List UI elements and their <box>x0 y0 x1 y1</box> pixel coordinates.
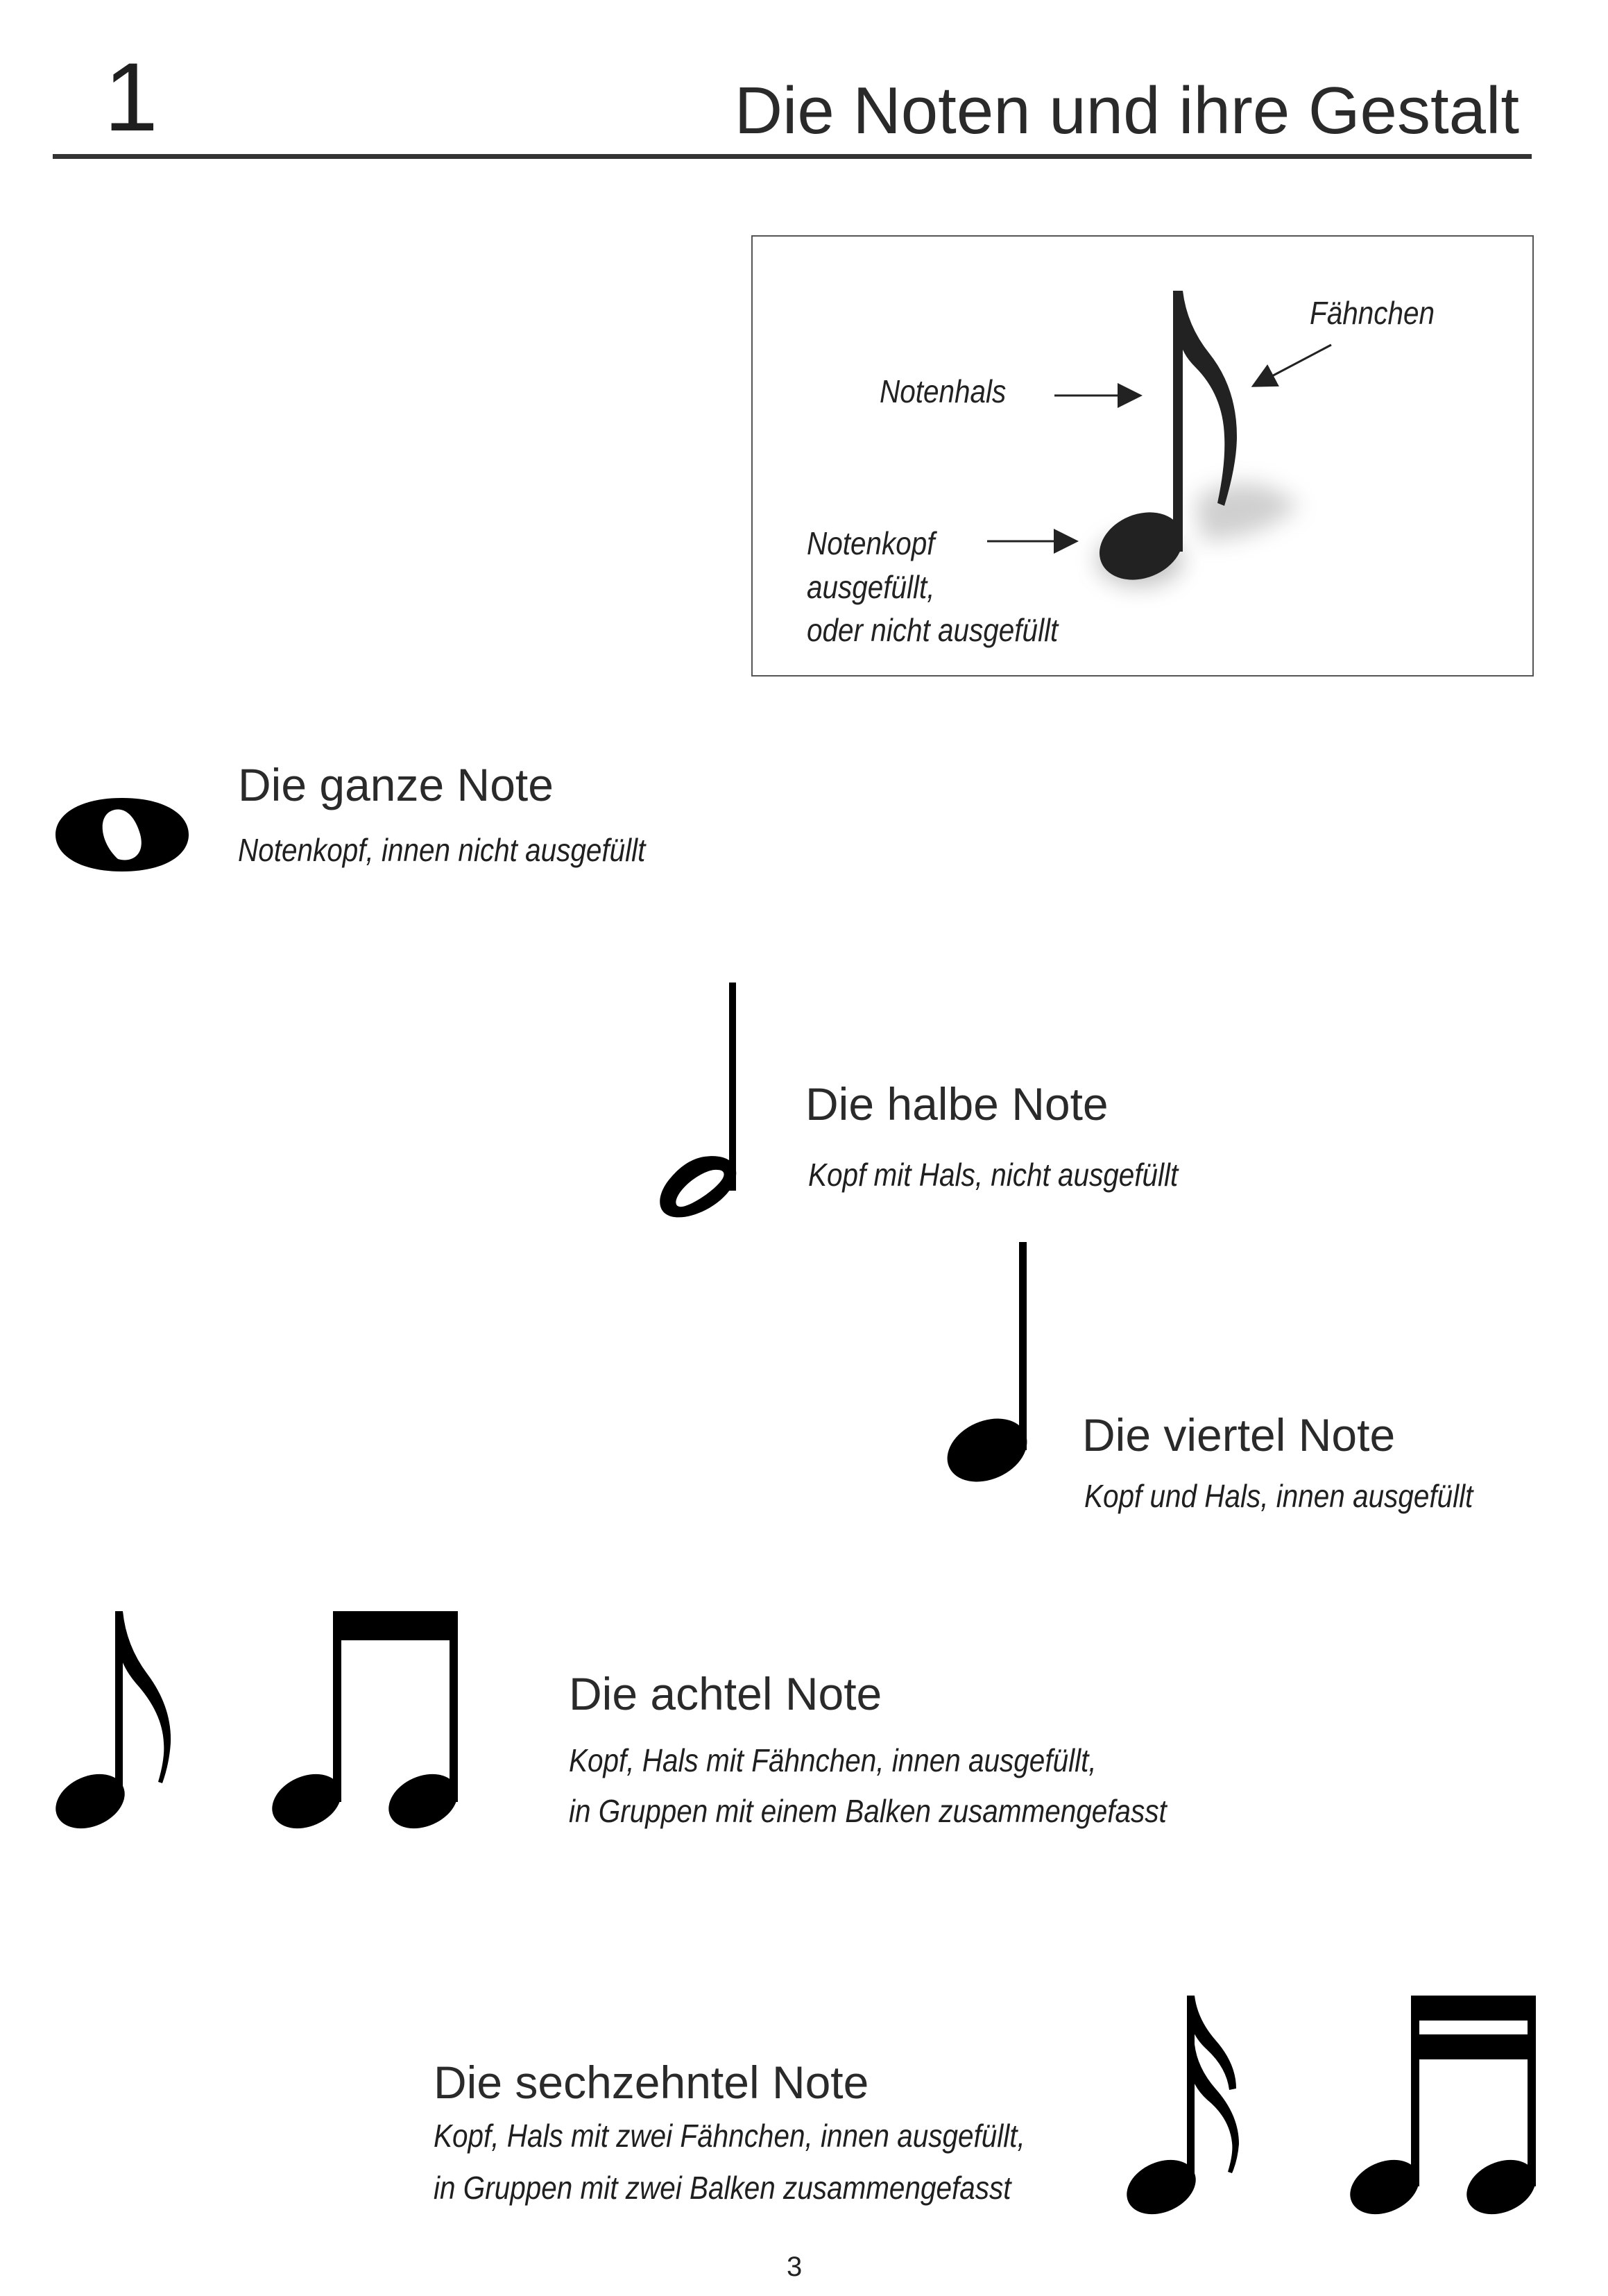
sixteenth-note-desc-line-1: Kopf, Hals mit zwei Fähnchen, innen ausgefüllt, <box>434 2118 1025 2154</box>
page-title: Die Noten und ihre Gestalt <box>734 74 1519 148</box>
flag-label: Fähnchen <box>1310 295 1435 331</box>
half-note-title: Die halbe Note <box>805 1078 1109 1130</box>
chapter-number: 1 <box>104 42 158 151</box>
head-label-line-3: oder nicht ausgefüllt <box>807 612 1059 649</box>
quarter-note-desc: Kopf und Hals, innen ausgefüllt <box>1084 1478 1473 1514</box>
eighth-note-desc-line-2: in Gruppen mit einem Balken zusammengefasst <box>569 1793 1167 1829</box>
whole-note-title: Die ganze Note <box>238 759 554 810</box>
half-note-desc: Kopf mit Hals, nicht ausgefüllt <box>808 1157 1179 1193</box>
flag-arrow <box>1255 345 1331 385</box>
eighth-note-title: Die achtel Note <box>569 1668 882 1719</box>
stem-label: Notenhals <box>880 373 1007 409</box>
whole-note-desc: Notenkopf, innen nicht ausgefüllt <box>238 832 646 868</box>
title-divider <box>53 154 1532 159</box>
beamed-sixteenth-notes-icon <box>1350 1996 1537 2215</box>
page-number: 3 <box>787 2252 803 2282</box>
head-label-line-1: Notenkopf <box>807 525 935 561</box>
quarter-note-icon <box>947 1242 1030 1506</box>
head-label-line-2: ausgefüllt, <box>807 568 935 605</box>
beamed-eighth-notes-icon <box>272 1611 459 1830</box>
sixteenth-note-icon <box>1125 1996 1257 2215</box>
head-label <box>807 522 1093 652</box>
anatomy-eighth-note-icon <box>1089 291 1237 592</box>
sixteenth-note-title: Die sechzehntel Note <box>434 2057 869 2108</box>
eighth-note-icon <box>54 1611 186 1830</box>
whole-note-icon <box>54 797 190 873</box>
half-note-icon <box>659 983 742 1222</box>
eighth-note-desc-line-1: Kopf, Hals mit Fähnchen, innen ausgefüllt, <box>569 1742 1097 1778</box>
quarter-note-title: Die viertel Note <box>1082 1409 1396 1461</box>
sixteenth-note-desc-line-2: in Gruppen mit zwei Balken zusammengefasst <box>434 2170 1011 2206</box>
